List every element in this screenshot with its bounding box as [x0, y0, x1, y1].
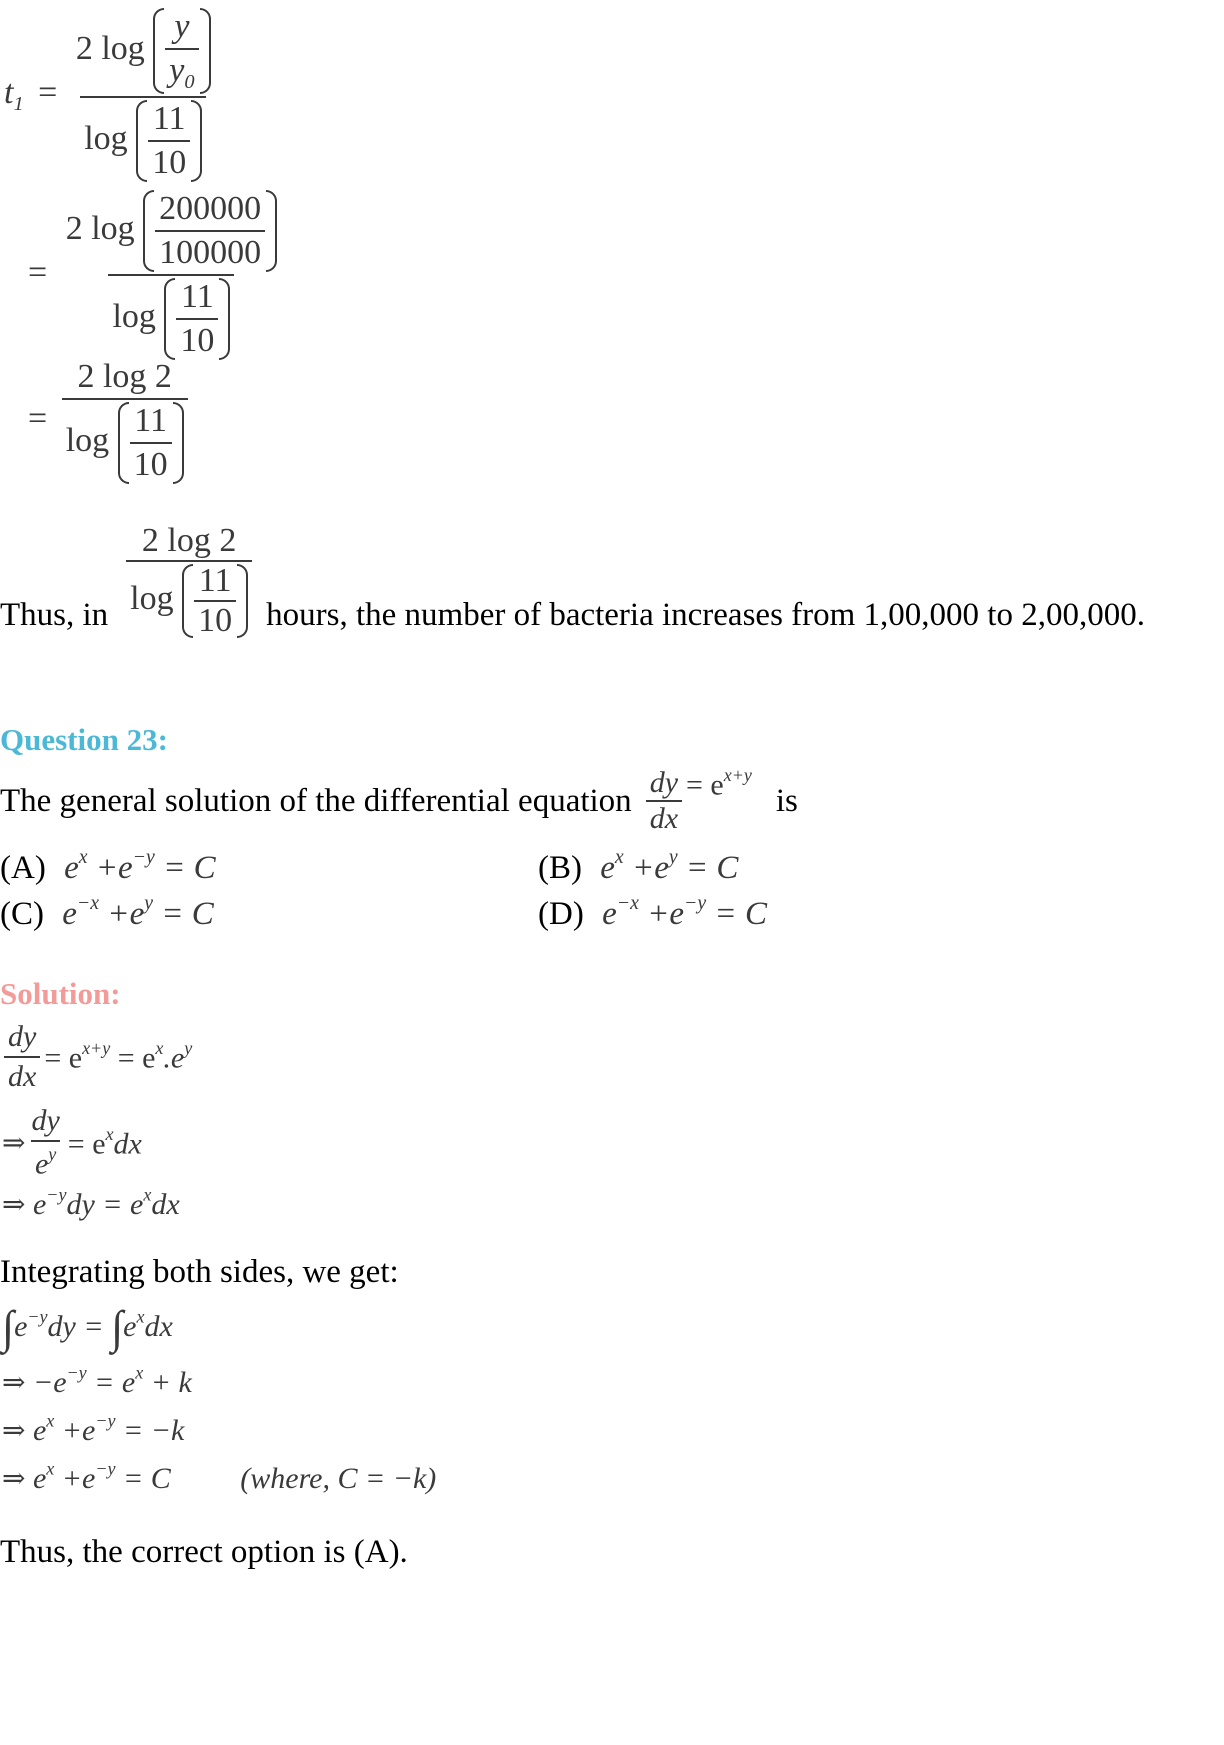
solution-step-3: ⇒ $e^{-y}dy = e^xdx$ [2, 1184, 180, 1221]
result-sentence: Thus, in 2 log 2 log $\frac{11}{10}$ hours, the number of bacteria increases from 1,00,000 to 2,00,000. [0, 522, 1145, 639]
integrating-text: Integrating both sides, we get: [0, 1254, 399, 1290]
option-b: (B) $e^x +e^y = C$ [538, 846, 739, 886]
option-d: (D) $e^{-x} +e^{-y} = C$ [538, 892, 767, 932]
result-fraction: 2 log 2 log $\frac{11}{10}$ [62, 358, 188, 484]
t1-fraction: 2 log $\frac{y}{y_0}$ log $\frac{11}{10}$ [72, 8, 215, 182]
question-text: The general solution of the differential equation $\frac{dy}{dx}$ = $e^{x+y}$ is [0, 764, 798, 835]
t1-equation-line-3: = 2 log 2 log $\frac{11}{10}$ [28, 358, 188, 484]
solution-heading: Solution: [0, 976, 121, 1011]
option-c: (C) $e^{-x} +e^y = C$ [0, 892, 214, 932]
t1-symbol: $t_1$ [4, 73, 24, 115]
solution-step-6: ⇒ $e^x +e^{-y} = -k$ [2, 1410, 185, 1447]
conclusion-text: Thus, the correct option is (A). [0, 1534, 408, 1570]
ratio-fraction: 2 log $\frac{200000}{100000}$ log $\frac{11}{10}$ [62, 190, 281, 360]
solution-step-2: ⇒ $\frac{dy}{e^y}$ = $e^xdx$ [2, 1104, 142, 1181]
option-a: (A) $e^x +e^{-y} = C$ [0, 846, 216, 886]
solution-step-5: ⇒ $-e^{-y} = e^x + k$ [2, 1362, 192, 1399]
t1-equation-line-2: = 2 log $\frac{200000}{100000}$ log $\frac{11}{10}$ [28, 190, 281, 360]
solution-step-7: ⇒ $e^x +e^{-y} = C$ (where, C = −k) [2, 1458, 437, 1495]
integral-line: $\int e^{-y}dy = \int e^xdx$ [2, 1301, 173, 1354]
question-heading: Question 23: [0, 722, 168, 757]
solution-step-1: $\frac{dy}{dx}$ = $e^{x+y} = e^x.e^y$ [4, 1020, 192, 1094]
inline-result-fraction: 2 log 2 log $\frac{11}{10}$ [126, 524, 252, 638]
where-note: (where, C = −k) [240, 1461, 437, 1495]
t1-equation-line-1: $t_1$ = 2 log $\frac{y}{y_0}$ log $\frac{11}{10}$ [4, 8, 215, 182]
